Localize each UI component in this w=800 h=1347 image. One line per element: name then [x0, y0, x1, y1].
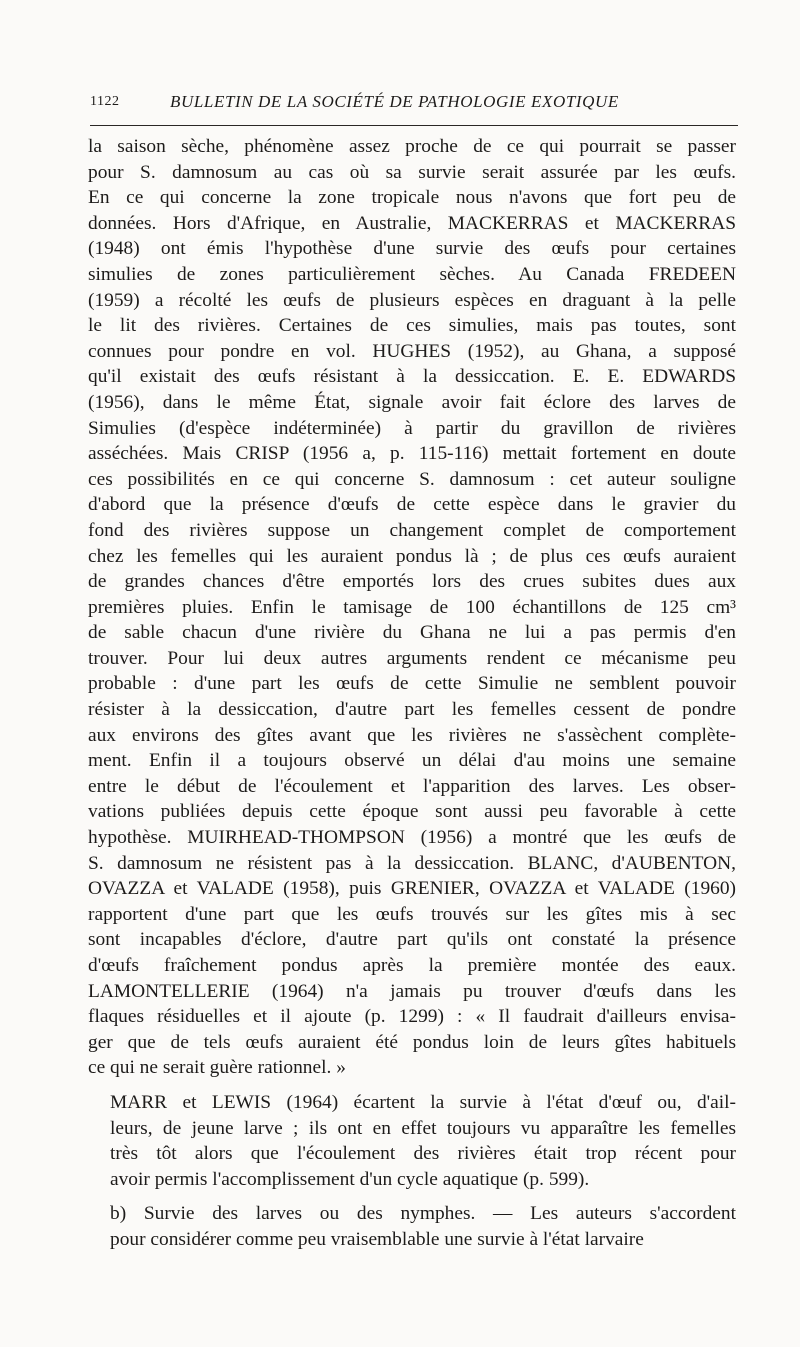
article-body: [88, 134, 736, 1253]
text-line: ce qui ne serait guère rationnel. »: [88, 1057, 346, 1079]
paragraph-3: [88, 1201, 736, 1252]
text-line: chez les femelles qui les auraient pondus là ; de plus ces œufs auraient: [88, 545, 736, 567]
text-line: avoir permis l'accomplissement d'un cycle aquatique (p. 599).: [110, 1168, 590, 1190]
text-line: de grandes chances d'être emportés lors des crues subites dues aux: [88, 571, 736, 593]
text-line: Simulies (d'espèce indéterminée) à partir du gravillon de rivières: [88, 417, 736, 439]
text-line: (1956), dans le même État, signale avoir fait éclore des larves de: [88, 391, 736, 413]
text-line: vations publiées depuis cette époque sont aussi peu favorable à cette: [88, 801, 736, 823]
text-line: ces possibilités en ce qui concerne S. damnosum : cet auteur souligne: [88, 468, 736, 490]
text-line: MARR et LEWIS (1964) écartent la survie à l'état d'œuf ou, d'ail-: [110, 1091, 736, 1113]
text-line: de sable chacun d'une rivière du Ghana ne lui a pas permis d'en: [88, 622, 736, 644]
text-line: données. Hors d'Afrique, en Australie, MACKERRAS et MACKERRAS: [88, 212, 736, 234]
text-line: (1959) a récolté les œufs de plusieurs espèces en draguant à la pelle: [88, 289, 736, 311]
text-line: ger que de tels œufs auraient été pondus loin de leurs gîtes habituels: [88, 1031, 736, 1053]
text-line: d'abord que la présence d'œufs de cette espèce dans le gravier du: [88, 494, 736, 516]
text-line: entre le début de l'écoulement et l'apparition des larves. Les obser-: [88, 775, 736, 797]
text-line: trouver. Pour lui deux autres arguments rendent ce mécanisme peu: [88, 647, 736, 669]
text-line: LAMONTELLERIE (1964) n'a jamais pu trouver d'œufs dans les: [88, 980, 736, 1002]
text-line: le lit des rivières. Certaines de ces simulies, mais pas toutes, sont: [88, 315, 736, 337]
text-line: premières pluies. Enfin le tamisage de 100 échantillons de 125 cm³: [88, 596, 736, 618]
header-rule: [90, 125, 738, 126]
text-line: simulies de zones particulièrement sèches. Au Canada FREDEEN: [88, 263, 736, 285]
text-line: qu'il existait des œufs résistant à la dessiccation. E. E. EDWARDS: [88, 366, 736, 388]
paragraph-1: [88, 134, 736, 1081]
text-line: sont incapables d'éclore, d'autre part qu'ils ont constaté la présence: [88, 929, 736, 951]
paragraph-2: [88, 1090, 736, 1192]
text-line: probable : d'une part les œufs de cette Simulie ne semblent pouvoir: [88, 673, 736, 695]
text-line: pour considérer comme peu vraisemblable une survie à l'état larvaire: [110, 1228, 644, 1250]
page-number: 1122: [90, 94, 120, 109]
text-line: fond des rivières suppose un changement complet de comportement: [88, 519, 736, 541]
text-line: En ce qui concerne la zone tropicale nous n'avons que fort peu de: [88, 187, 736, 209]
text-line: hypothèse. MUIRHEAD-THOMPSON (1956) a montré que les œufs de: [88, 827, 736, 849]
text-line: ment. Enfin il a toujours observé un délai d'au moins une semaine: [88, 750, 736, 772]
text-line: asséchées. Mais CRISP (1956 a, p. 115-116) mettait fortement en doute: [88, 443, 736, 465]
text-line: b) Survie des larves ou des nymphes. — Les auteurs s'accordent: [110, 1203, 736, 1225]
text-line: résister à la dessiccation, d'autre part les femelles cessent de pondre: [88, 699, 736, 721]
text-line: (1948) ont émis l'hypothèse d'une survie des œufs pour certaines: [88, 238, 736, 260]
text-line: pour S. damnosum au cas où sa survie serait assurée par les œufs.: [88, 161, 736, 183]
text-line: très tôt alors que l'écoulement des rivières était trop récent pour: [110, 1143, 736, 1165]
text-line: leurs, de jeune larve ; ils ont en effet toujours vu apparaître les femelles: [110, 1117, 736, 1139]
text-line: OVAZZA et VALADE (1958), puis GRENIER, OVAZZA et VALADE (1960): [88, 878, 736, 900]
text-line: aux environs des gîtes avant que les rivières ne s'assèchent complète-: [88, 724, 736, 746]
text-line: d'œufs fraîchement pondus après la première montée des eaux.: [88, 955, 736, 976]
text-line: rapportent d'une part que les œufs trouvés sur les gîtes mis à sec: [88, 903, 736, 925]
text-line: S. damnosum ne résistent pas à la dessiccation. BLANC, d'AUBENTON,: [88, 852, 736, 874]
text-line: flaques résiduelles et il ajoute (p. 1299) : « Il faudrait d'ailleurs envisa-: [88, 1006, 736, 1028]
running-title: BULLETIN DE LA SOCIÉTÉ DE PATHOLOGIE EXOTIQUE: [170, 92, 619, 111]
text-line: connues pour pondre en vol. HUGHES (1952), au Ghana, a supposé: [88, 340, 736, 362]
text-line: la saison sèche, phénomène assez proche de ce qui pourrait se passer: [88, 136, 736, 157]
